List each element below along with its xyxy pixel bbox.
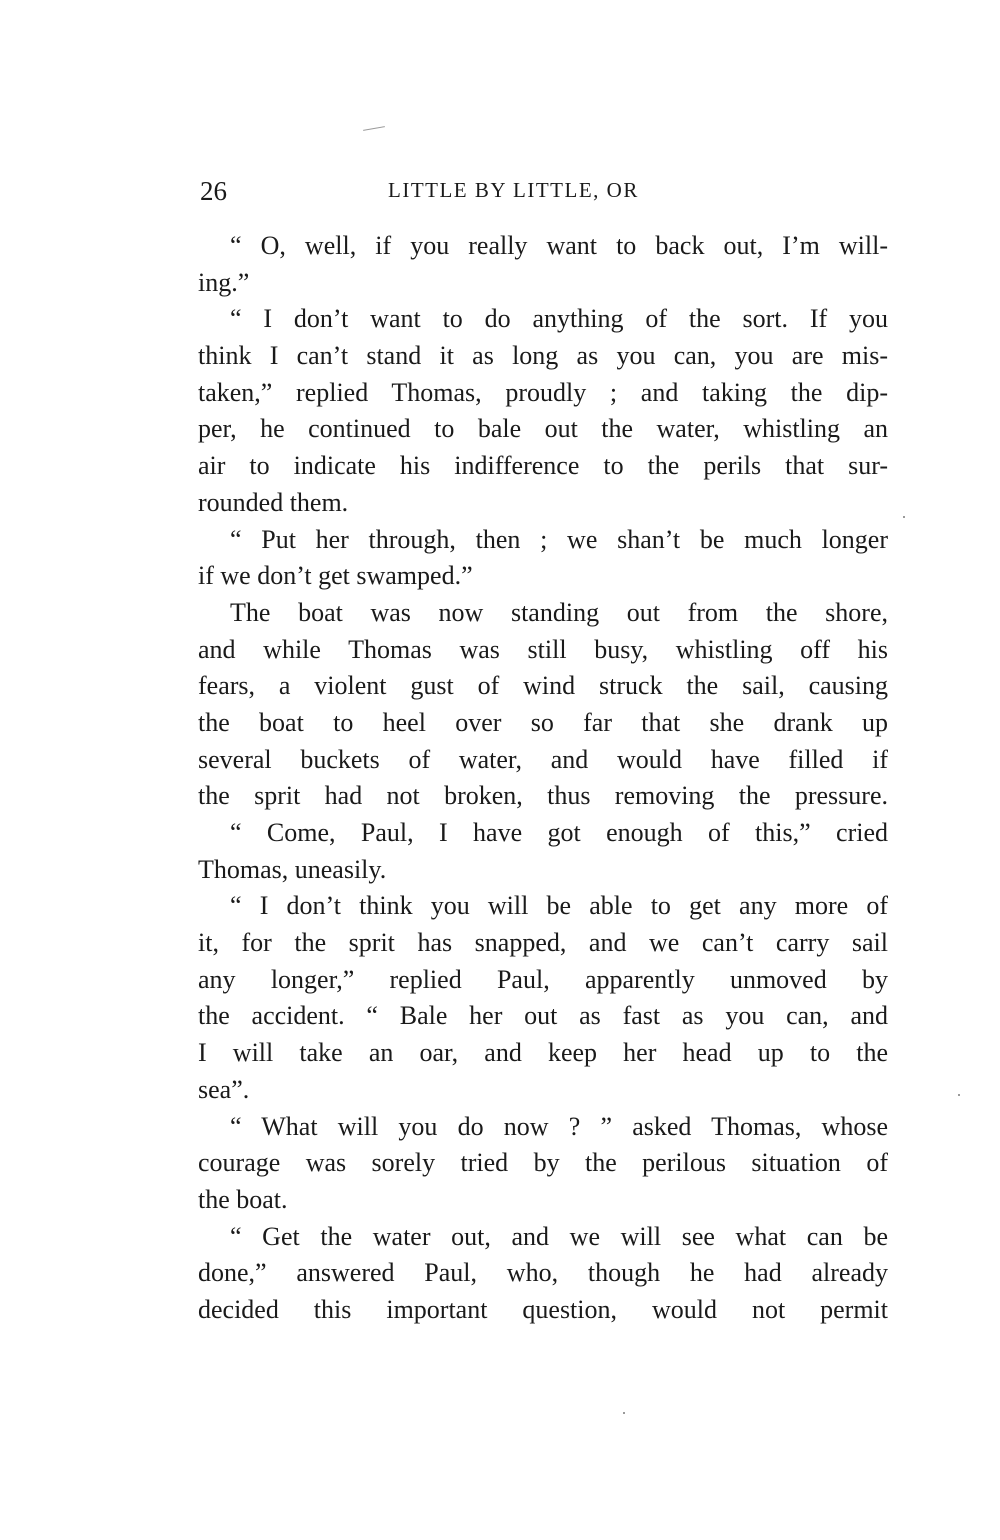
- paper-speck: [363, 126, 385, 131]
- text-line: several buckets of water, and would have filled if: [198, 744, 888, 774]
- text-line: “ Get the water out, and we will see what can be: [230, 1221, 888, 1251]
- text-line: “ O, well, if you really want to back out, I’m will-: [230, 231, 888, 260]
- text-line: courage was sorely tried by the perilous situation of: [198, 1148, 888, 1178]
- text-line: Thomas, uneasily.: [198, 854, 387, 884]
- body-text: [198, 228, 888, 1329]
- text-line: “ What will you do now ? ” asked Thomas, whose: [230, 1111, 888, 1141]
- running-title: LITTLE BY LITTLE, OR: [388, 178, 639, 202]
- page-header: [198, 174, 890, 214]
- text-line: think I can’t stand it as long as you can, you are mis-: [198, 341, 888, 371]
- text-line: “ Put her through, then ; we shan’t be much longer: [230, 524, 888, 554]
- text-line: any longer,” replied Paul, apparently unmoved by: [198, 964, 888, 994]
- text-line: ing.”: [198, 267, 250, 297]
- text-line: fears, a violent gust of wind struck the sail, causing: [198, 671, 888, 701]
- text-line: taken,” replied Thomas, proudly ; and taking the dip-: [198, 377, 888, 407]
- text-line: decided this important question, would not permit: [198, 1294, 888, 1324]
- paper-speck: [623, 1412, 625, 1414]
- text-line: “ Come, Paul, I have got enough of this,” cried: [230, 818, 888, 847]
- text-line: the sprit had not broken, thus removing the pressure.: [198, 781, 888, 811]
- page-number: 26: [200, 176, 227, 206]
- text-line: rounded them.: [198, 487, 349, 517]
- text-line: the boat to heel over so far that she drank up: [198, 707, 888, 737]
- text-line: “ I don’t want to do anything of the sort. If you: [230, 304, 888, 334]
- text-line: the accident. “ Bale her out as fast as you can, and: [198, 1001, 888, 1031]
- text-line: per, he continued to bale out the water, whistling an: [198, 414, 888, 444]
- paper-speck: [958, 1094, 960, 1096]
- paper-speck: [903, 516, 905, 518]
- text-line: I will take an oar, and keep her head up to the: [198, 1038, 888, 1068]
- text-line: sea”.: [198, 1074, 250, 1104]
- text-line: The boat was now standing out from the shore,: [230, 597, 888, 627]
- text-line: and while Thomas was still busy, whistling off his: [198, 634, 888, 664]
- text-line: it, for the sprit has snapped, and we can’t carry sail: [198, 928, 888, 958]
- text-line: the boat.: [198, 1184, 288, 1214]
- text-line: done,” answered Paul, who, though he had already: [198, 1258, 888, 1288]
- text-line: “ I don’t think you will be able to get any more of: [230, 891, 888, 921]
- text-line: if we don’t get swamped.”: [198, 561, 473, 591]
- text-line: air to indicate his indifference to the perils that sur-: [198, 451, 888, 481]
